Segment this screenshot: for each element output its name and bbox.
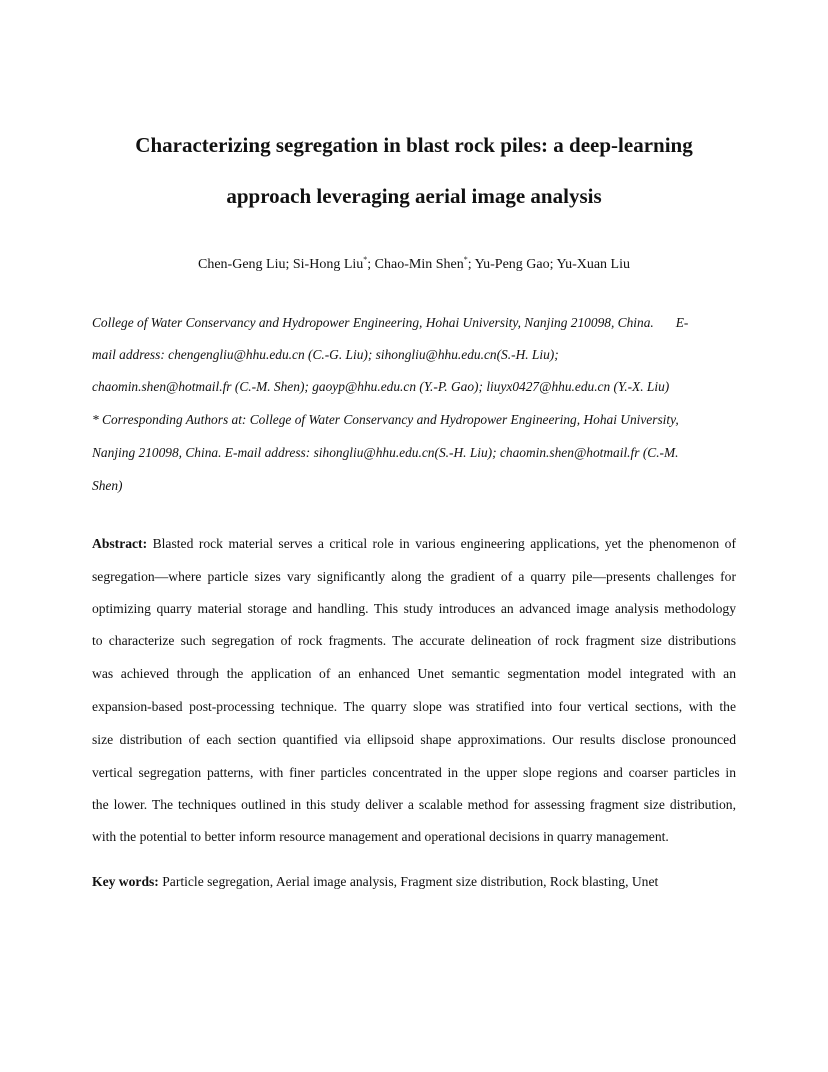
abstract-line-7: size distribution of each section quantified via ellipsoid shape approximations. Our results disclose pronounced [92,732,736,747]
abstract-line-4: to characterize such segregation of rock fragments. The accurate delineation of rock fragment size distributions [92,633,736,648]
abstract-line-9: the lower. The techniques outlined in this study deliver a scalable method for assessing fragment size distribution, [92,797,736,812]
affiliation-line-1-tail: E- [675,315,689,330]
corresponding-mark-2: * [463,255,468,264]
abstract-line-6: expansion-based post-processing technique. The quarry slope was stratified into four vertical sections, with the [92,699,736,714]
affiliation-line-2: mail address: chengengliu@hhu.edu.cn (C.-G. Liu); sihongliu@hhu.edu.cn(S.-H. Liu); [92,347,559,362]
corresponding-line-2: Nanjing 210098, China. E-mail address: sihongliu@hhu.edu.cn(S.-H. Liu); chaomin.shen@hotmail.fr (C.-M. [92,445,679,460]
paper-title-line-2: approach leveraging aerial image analysis [226,184,602,208]
author-segment-2: ; Chao-Min Shen [367,257,464,272]
keywords-text: Particle segregation, Aerial image analysis, Fragment size distribution, Rock blasting, Unet [158,874,659,889]
paper-title-line-1: Characterizing segregation in blast rock piles: a deep-learning [135,133,693,157]
author-segment-3: ; Yu-Peng Gao; Yu-Xuan Liu [467,257,630,272]
abstract-line-1-text: Blasted rock material serves a critical role in various engineering applications, yet the phenomenon of [147,536,736,551]
affiliation-line-1 [92,314,688,332]
corresponding-mark-1: * [363,255,368,264]
abstract-line-10: with the potential to better inform resource management and operational decisions in quarry management. [92,829,669,844]
keywords-label: Key words: [92,874,159,889]
abstract-line-2: segregation—where particle sizes vary significantly along the gradient of a quarry pile—presents challenges for [92,569,736,584]
author-list [60,256,768,274]
abstract-label: Abstract: [92,536,148,551]
affiliation-line-3: chaomin.shen@hotmail.fr (C.-M. Shen); gaoyp@hhu.edu.cn (Y.-P. Gao); liuyx0427@hhu.edu.cn (Y.-X. Liu) [92,379,670,394]
abstract-line-5: was achieved through the application of an enhanced Unet semantic segmentation model integrated with an [92,666,736,681]
corresponding-line-1: * Corresponding Authors at: College of Water Conservancy and Hydropower Engineering, Hohai University, [92,412,679,427]
affiliation-line-1-text: College of Water Conservancy and Hydropower Engineering, Hohai University, Nanjing 210098, China. [92,315,654,330]
abstract-line-8: vertical segregation patterns, with finer particles concentrated in the upper slope regions and coarser particles in [92,765,736,780]
corresponding-line-3: Shen) [92,478,123,493]
abstract-line-3: optimizing quarry material storage and handling. This study introduces an advanced image analysis methodology [92,601,736,616]
author-segment-1: Chen-Geng Liu; Si-Hong Liu [198,257,364,272]
keywords-line [92,873,658,891]
abstract-line-1 [92,535,736,553]
